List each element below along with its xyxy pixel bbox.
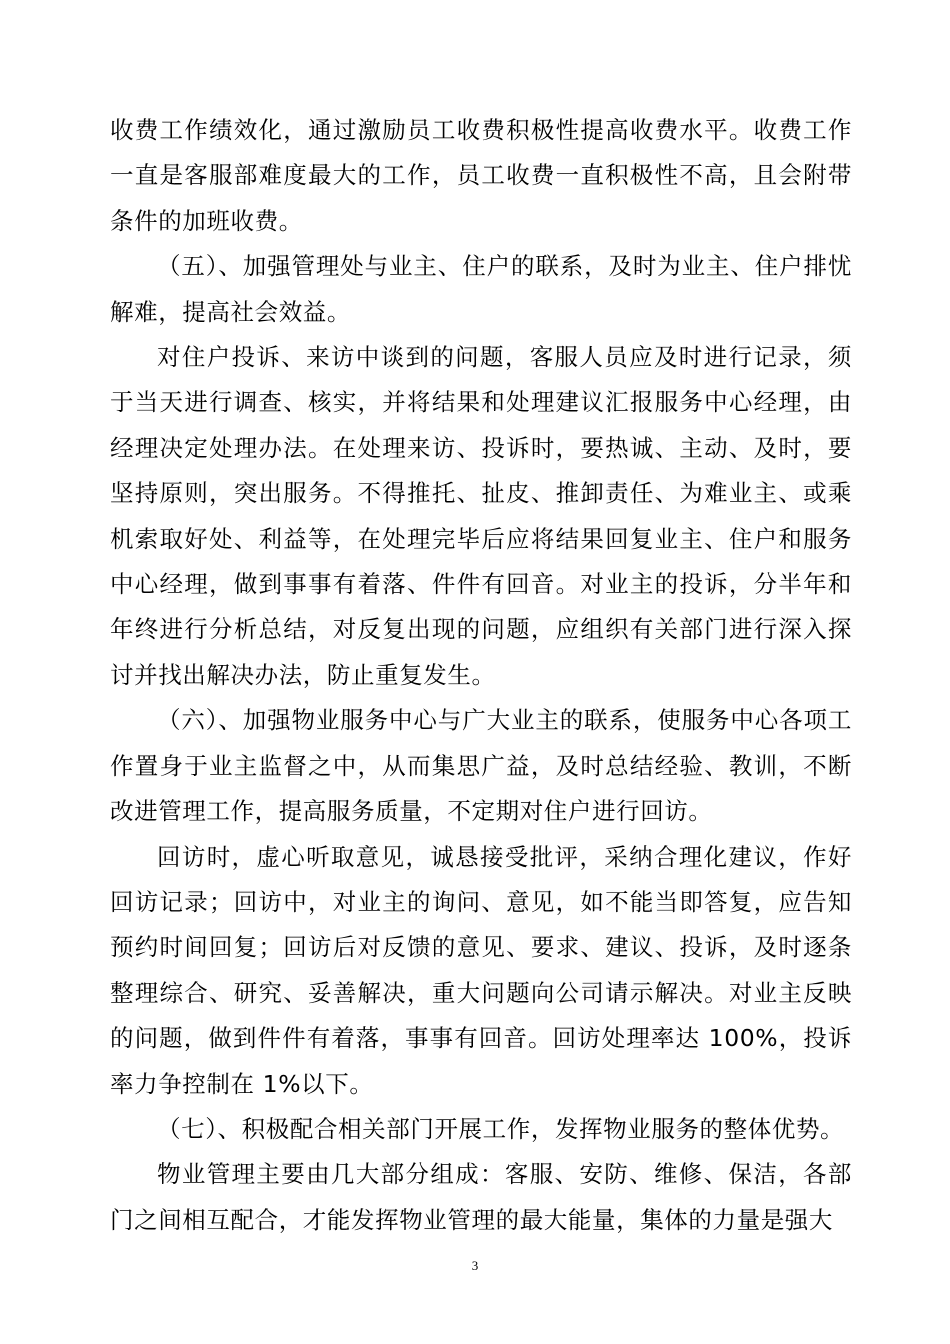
section-heading-5: （五）、加强管理处与业主、住户的联系，及时为业主、住户排忧解难，提高社会效益。: [110, 252, 852, 326]
page-number: 3: [471, 1258, 479, 1273]
paragraph-complaint-handling: 对住户投诉、来访中谈到的问题，客服人员应及时进行记录，须于当天进行调查、核实，并将结果和处理建议汇报服务中心经理，由经理决定处理办法。在处理来访、投诉时，要热诚、主动、及时，要坚持原则，突出服务。不得推托、扯皮、推卸责任、为难业主、或乘机索取好处、利益等，在处理完毕后应将结果回复业主、住户和服务中心经理，做到事事有着落、件件有回音。对业主的投诉，分半年和年终进行分析总结，对反复出现的问题，应组织有关部门进行深入探讨并找出解决办法，防止重复发生。: [110, 343, 852, 689]
section-heading-6: （六）、加强物业服务中心与广大业主的联系，使服务中心各项工作置身于业主监督之中，从而集思广益，及时总结经验、教训，不断改进管理工作，提高服务质量，不定期对住户进行回访。: [110, 706, 852, 826]
section-heading-7: （七）、积极配合相关部门开展工作，发挥物业服务的整体优势。: [157, 1114, 845, 1143]
paragraph-return-visits: 回访时，虚心听取意见，诚恳接受批评，采纳合理化建议，作好回访记录；回访中，对业主的询问、意见，如不能当即答复，应告知预约时间回复；回访后对反馈的意见、要求、建议、投诉，及时逐条整理综合、研究、妥善解决，重大问题向公司请示解决。对业主反映的问题，做到件件有着落，事事有回音。回访处理率达 100%，投诉率力争控制在 1%以下。: [110, 842, 852, 1098]
paragraph-continuation: 收费工作绩效化，通过激励员工收费积极性提高收费水平。收费工作一直是客服部难度最大的工作，员工收费一直积极性不高，且会附带条件的加班收费。: [110, 116, 852, 235]
paragraph-departments: 物业管理主要由几大部分组成：客服、安防、维修、保洁，各部门之间相互配合，才能发挥物业管理的最大能量，集体的力量是强大: [110, 1160, 852, 1234]
document-body: [110, 108, 852, 1243]
